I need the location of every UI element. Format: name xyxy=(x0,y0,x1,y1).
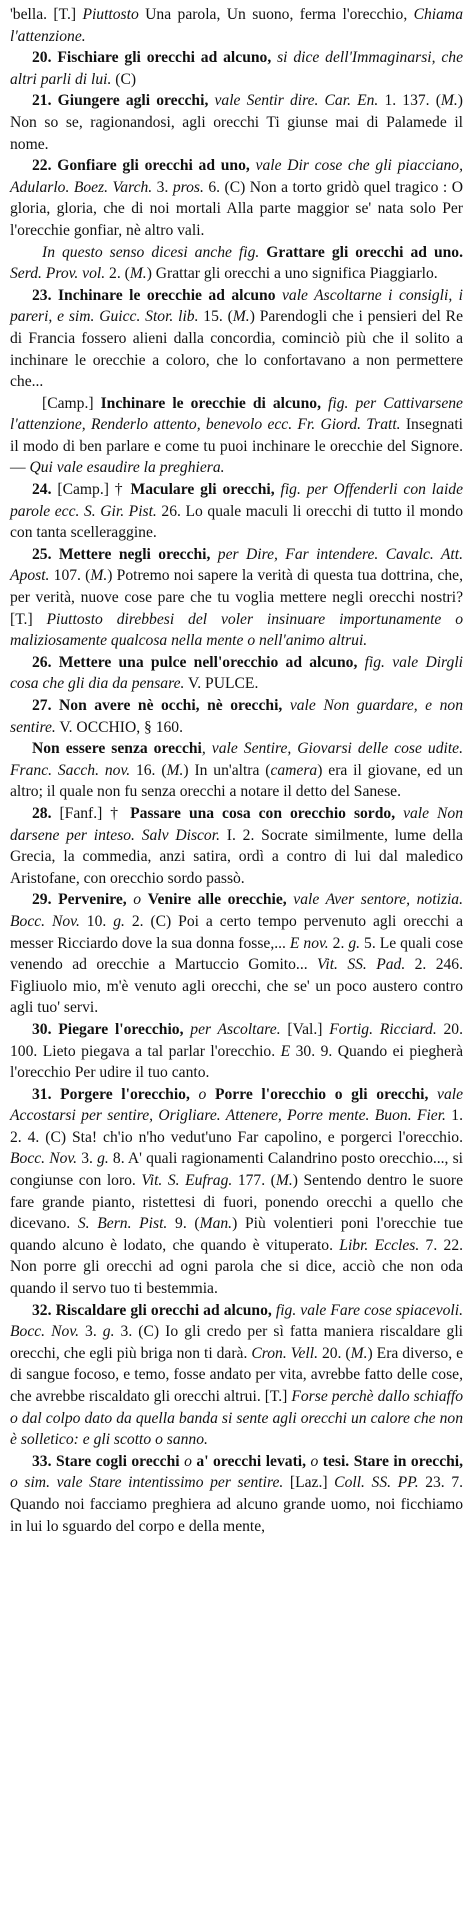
entry-italic-text: In questo senso dicesi anche fig. xyxy=(42,243,267,261)
entry-text: 8. A' quali ragionamenti Calandrino posto orecchio..., si congiunse con loro. xyxy=(10,1150,463,1190)
entry-text: 15. ( xyxy=(198,308,233,326)
entry-italic-text: g. xyxy=(113,912,125,930)
entry-headword: 25. xyxy=(32,545,59,563)
entry-text: 1. 137. ( xyxy=(378,92,441,110)
entry-text: 177. ( xyxy=(232,1172,276,1190)
entry-text: [Val.] xyxy=(280,1020,330,1038)
entry-italic-text: vale Accostarsi per sentire, Origliare. Attenere, Porre mente. Buon. Fier. xyxy=(10,1085,463,1125)
entry-italic-text: , vale Sentire, Giovarsi delle cose udite. Franc. Sacch. nov. xyxy=(10,740,463,779)
entry-headword: Mettere una pulce nell'orecchio ad alcuno, xyxy=(58,653,358,671)
dictionary-entry xyxy=(10,1019,463,1084)
entry-text: [Fanf.] † xyxy=(59,804,131,822)
entry-headword: Non essere senza orecchi xyxy=(32,740,202,758)
entry-italic-text: o xyxy=(306,1452,323,1470)
entry-italic-text: fig. per Cattivarsene l'attenzione, Renderlo attento, benevolo ecc. Fr. Giord. Tratt. xyxy=(10,394,463,434)
dictionary-entry xyxy=(10,889,463,1019)
entry-italic-text: M. xyxy=(440,92,458,110)
entry-headword: Grattare gli orecchi ad uno. xyxy=(266,243,463,261)
entry-italic-text: Fortig. Ricciard. xyxy=(329,1020,437,1038)
entry-headword: 31. xyxy=(32,1085,61,1103)
entry-italic-text: M. xyxy=(232,308,250,326)
entry-italic-text: Libr. Eccles. xyxy=(339,1236,420,1254)
entry-headword: 29. xyxy=(32,891,59,909)
dictionary-entry xyxy=(10,155,463,241)
entry-headword: Stare cogli orecchi xyxy=(56,1452,180,1470)
entry-italic-text: o xyxy=(179,1452,197,1470)
entry-italic-text: E nov. xyxy=(289,934,329,952)
entry-headword: a' orecchi levati, xyxy=(196,1452,306,1470)
entry-headword: Inchinare le orecchie di alcuno, xyxy=(100,394,321,412)
entry-text: 20. 100. Lieto piegava a tal parlar l'orecchio. xyxy=(10,1020,463,1060)
entry-italic-text: Coll. SS. PP. xyxy=(334,1474,419,1492)
entry-text: [Camp.] xyxy=(42,394,101,412)
entry-headword: 32. xyxy=(32,1301,56,1319)
entry-italic-text: g. xyxy=(97,1150,109,1168)
entry-italic-text: M. xyxy=(166,761,184,779)
entry-italic-text: E xyxy=(280,1042,291,1060)
entry-text: 16. ( xyxy=(130,761,167,779)
entry-text: [Laz.] xyxy=(283,1474,335,1492)
entry-italic-text: vale Dir cose che gli piacciano, Adularlo. Boez. Varch. xyxy=(10,157,463,196)
entry-text: V. OCCHIO, § 160. xyxy=(55,718,183,736)
entry-italic-text: camera xyxy=(270,761,318,779)
dictionary-entry xyxy=(10,4,463,47)
entry-text: 2. 246. Figliuolo mio, m'è venuto agli orecchi, che se' un poco austero contro agli tuo' servi. xyxy=(10,956,463,1017)
entry-text: ) Più volentieri poni l'orecchie tue quando alcuno è lodato, che quando è vituperato. xyxy=(10,1215,463,1254)
dictionary-entry xyxy=(10,1300,463,1451)
entry-text: ) Grattar gli orecchi a uno significa Piaggiarlo. xyxy=(146,265,438,283)
entry-text: 3. xyxy=(77,1150,98,1168)
dictionary-entry xyxy=(10,1084,463,1300)
entry-italic-text: si dice dell'Immaginarsi, che altri parli di lui. xyxy=(10,49,464,88)
entry-italic-text: M. xyxy=(275,1172,293,1190)
entry-italic-text: vale Non darsene per inteso. Salv Discor. xyxy=(10,804,463,844)
entry-text: Una parola, Un suono, ferma l'orecchio, xyxy=(138,6,414,23)
entry-italic-text: M. xyxy=(350,1344,368,1362)
entry-headword: 21. xyxy=(32,92,58,110)
entry-headword: Stare in orecchi, xyxy=(353,1452,464,1470)
dictionary-entry xyxy=(10,242,463,285)
entry-italic-text: Piuttosto direbbesi del voler insinuare importunamente o maliziosamente qualcosa nella mente o nell'animo altrui. xyxy=(10,610,463,650)
entry-headword: Non avere nè occhi, nè orecchi, xyxy=(59,697,283,714)
entry-italic-text: M. xyxy=(129,265,147,283)
entry-italic-text: vale Ascoltarne i consigli, i pareri, e sim. Guicc. Stor. lib. xyxy=(10,286,464,326)
entry-headword: Mettere negli orecchi, xyxy=(58,545,211,563)
dictionary-entry xyxy=(10,1451,463,1537)
entry-headword: Gonfiare gli orecchi ad uno, xyxy=(57,157,250,175)
entry-italic-text: g. xyxy=(348,934,361,952)
entry-italic-text: S. Bern. Pist. xyxy=(77,1215,168,1233)
entry-text: V. PULCE. xyxy=(184,675,259,693)
entry-headword: 33. xyxy=(32,1452,56,1470)
entry-italic-text: Forse perchè dallo schiaffo o dal colpo dato da quella banda si sente agli orecchi un calore che non è solletico: e gli scotto o sanno. xyxy=(10,1388,463,1449)
entry-text: 10. xyxy=(79,912,114,930)
entry-italic-text: fig. per Offenderli con laide parole ecc. S. Gir. Pist. xyxy=(10,481,463,520)
entry-italic-text: Man. xyxy=(199,1215,233,1233)
entry-headword: Venire alle orecchie, xyxy=(147,891,287,909)
entry-italic-text: vale Aver sentore, notizia. Bocc. Nov. xyxy=(10,891,463,930)
entry-text: 20. ( xyxy=(317,1344,351,1362)
entry-text: ) Potremo noi sapere la verità di questa tua dottrina, che, per verità, nuove cose pare che tu voglia mettere negli orecchi nostri? [T.] xyxy=(10,567,463,628)
entry-headword: Riscaldare gli orecchi ad alcuno, xyxy=(55,1301,272,1319)
entry-text: 7. 22. Non porre gli orecchi ad ogni parola che si dice, acciò che non oda quando il servo tuo ti bestemmia. xyxy=(10,1236,464,1298)
entry-headword: tesi. xyxy=(322,1452,350,1470)
entry-text: 1. 2. 4. (C) Sta! ch'io n'ho vedut'uno Far capolino, e porgerci l'orecchio. xyxy=(10,1107,464,1146)
entry-text: 107. ( xyxy=(49,567,91,585)
dictionary-entry xyxy=(10,393,463,479)
entry-text: 26. Lo quale maculi li orecchi di tutto il mondo con tanta scelleraggine. xyxy=(10,502,463,542)
entry-headword: Porgere l'orecchio, xyxy=(60,1085,190,1103)
entry-headword: 22. xyxy=(32,157,58,175)
dictionary-entry xyxy=(10,479,463,544)
entry-headword: Inchinare le orecchie ad alcuno xyxy=(57,286,276,304)
entry-text: 2. xyxy=(328,934,349,952)
dictionary-entry xyxy=(10,695,463,738)
entry-text: 30. 9. Quando ei piegherà l'orecchio Per udire il tuo canto. xyxy=(10,1042,464,1082)
entry-headword: 28. xyxy=(32,804,60,822)
entry-text: 5. Le quali cose venendo ad orecchie a Martuccio Gomito... xyxy=(10,934,464,974)
entry-italic-text: g. xyxy=(102,1323,115,1341)
entry-headword: Fischiare gli orecchi ad alcuno, xyxy=(57,49,272,67)
dictionary-entry xyxy=(10,544,463,652)
entry-text: ) Parendogli che i pensieri del Re di Francia fossero alieni dalla concordia, cominciò più che il solito a inchinare le orecchie a coloro, che lo confortavano a non permettere che... xyxy=(10,308,463,391)
entry-headword: 26. xyxy=(32,653,59,671)
entry-headword: 23. xyxy=(32,286,58,304)
entry-italic-text: o sim. vale Stare intentissimo per sentire. xyxy=(10,1474,284,1492)
entry-text: ) Era diverso, e di sangue focoso, e temo, fosse andato per vita, avrebbe fatto delle cose, che avrebbe riscaldato gli orecchi altrui. [T.] xyxy=(10,1344,463,1405)
entry-headword: 30. xyxy=(32,1020,59,1038)
entry-text: 23. 7. Quando noi facciamo preghiera ad alcuno grande uomo, noi ficchiamo in lui lo sguardo del corpo e della mente, xyxy=(10,1474,464,1535)
entry-text: 3. (C) Io gli credo per sì fatta maniera riscaldare gli orecchi, che egli più briga non ti darà. xyxy=(10,1323,463,1362)
entry-italic-text: o xyxy=(126,891,148,909)
entry-italic-text: per Ascoltare. xyxy=(183,1020,281,1038)
entry-italic-text: Qui vale esaudire la preghiera. xyxy=(29,459,225,477)
entry-headword: Giungere agli orecchi, xyxy=(57,92,209,110)
entry-headword: 27. xyxy=(32,697,60,714)
entry-text: ) era il giovane, ed un altro; il quale non fu senza orecchi a notare il detto del Sanese. xyxy=(10,761,463,801)
entry-text: 3. xyxy=(78,1323,103,1341)
dictionary-entry xyxy=(10,285,463,393)
entry-italic-text: per Dire, Far intendere. Cavalc. Att. Apost. xyxy=(10,545,463,585)
entry-headword: Passare una cosa con orecchio sordo, xyxy=(130,804,396,822)
entry-text: 2. (C) Poi a certo tempo pervenuto agli orecchi a messer Ricciardo dove la sua donna fosse,... xyxy=(10,912,464,952)
entry-text: ) Non so se, ragionandosi, agli orecchi Ti giunse mai di Palamede il nome. xyxy=(10,92,463,153)
entry-italic-text: Cron. Vell. xyxy=(251,1344,318,1362)
entry-text: Insegnati il modo di ben parlare e come tu puoi inchinare le orecchie del Signore. — xyxy=(10,416,464,477)
entry-italic-text: o xyxy=(189,1085,215,1103)
entry-text: 6. (C) Non a torto gridò quel tragico : O gloria, gloria, che di noi mortali Alla parte maggior se' nata solo Per l'orecchie gonfiar, nè altro vali. xyxy=(10,178,463,239)
entry-text: ) Sentendo dentro le suore fare grande pianto, ristettesi di fuori, ponendo orecchi a quello che dicevano. xyxy=(10,1172,463,1233)
entry-italic-text: fig. vale Fare cose spiacevoli. Bocc. Nov. xyxy=(10,1301,464,1341)
entry-italic-text: Chiama l'attenzione. xyxy=(10,6,463,45)
entry-text: 2. ( xyxy=(105,265,130,283)
dictionary-entry xyxy=(10,47,463,90)
entry-italic-text: fig. vale Dirgli cosa che gli dia da pensare. xyxy=(10,653,463,693)
entry-italic-text: Vit. S. Eufrag. xyxy=(141,1172,233,1190)
dictionary-entry xyxy=(10,803,463,889)
entry-headword: Pervenire, xyxy=(58,891,127,909)
entry-text: I. 2. Socrate similmente, lume della Grecia, la commedia, anzi satira, ordì a contro di lui dal maledico Aristofane, con orecchio sordo passò. xyxy=(10,826,463,887)
entry-headword: Porre l'orecchio o gli orecchi, xyxy=(214,1085,429,1103)
entry-italic-text: Serd. Prov. vol. xyxy=(10,265,106,283)
dictionary-entry xyxy=(10,90,463,155)
entry-italic-text: Bocc. Nov. xyxy=(10,1150,78,1168)
entry-text: (C) xyxy=(115,70,137,88)
entry-text: 3. xyxy=(152,178,173,196)
dictionary-entry xyxy=(10,652,463,695)
entry-text: ) In un'altra ( xyxy=(183,761,271,779)
entry-italic-text: M. xyxy=(90,567,108,585)
entry-text: 9. ( xyxy=(167,1215,200,1233)
dictionary-entry xyxy=(10,738,463,803)
entry-headword: 24. xyxy=(32,481,58,499)
entry-italic-text: vale Non guardare, e non sentire. xyxy=(10,697,464,736)
entry-italic-text: vale Sentir dire. Car. En. xyxy=(208,92,379,110)
entry-headword: 20. xyxy=(32,49,58,67)
entry-italic-text: Piuttosto xyxy=(82,6,139,23)
entry-headword: Piegare l'orecchio, xyxy=(58,1020,184,1038)
entry-italic-text: Vit. SS. Pad. xyxy=(317,956,406,974)
entry-text: [Camp.] † xyxy=(57,481,131,499)
entry-italic-text: pros. xyxy=(172,178,204,196)
entry-headword: Maculare gli orecchi, xyxy=(130,481,275,499)
entry-text: 'bella. [T.] xyxy=(10,6,83,23)
